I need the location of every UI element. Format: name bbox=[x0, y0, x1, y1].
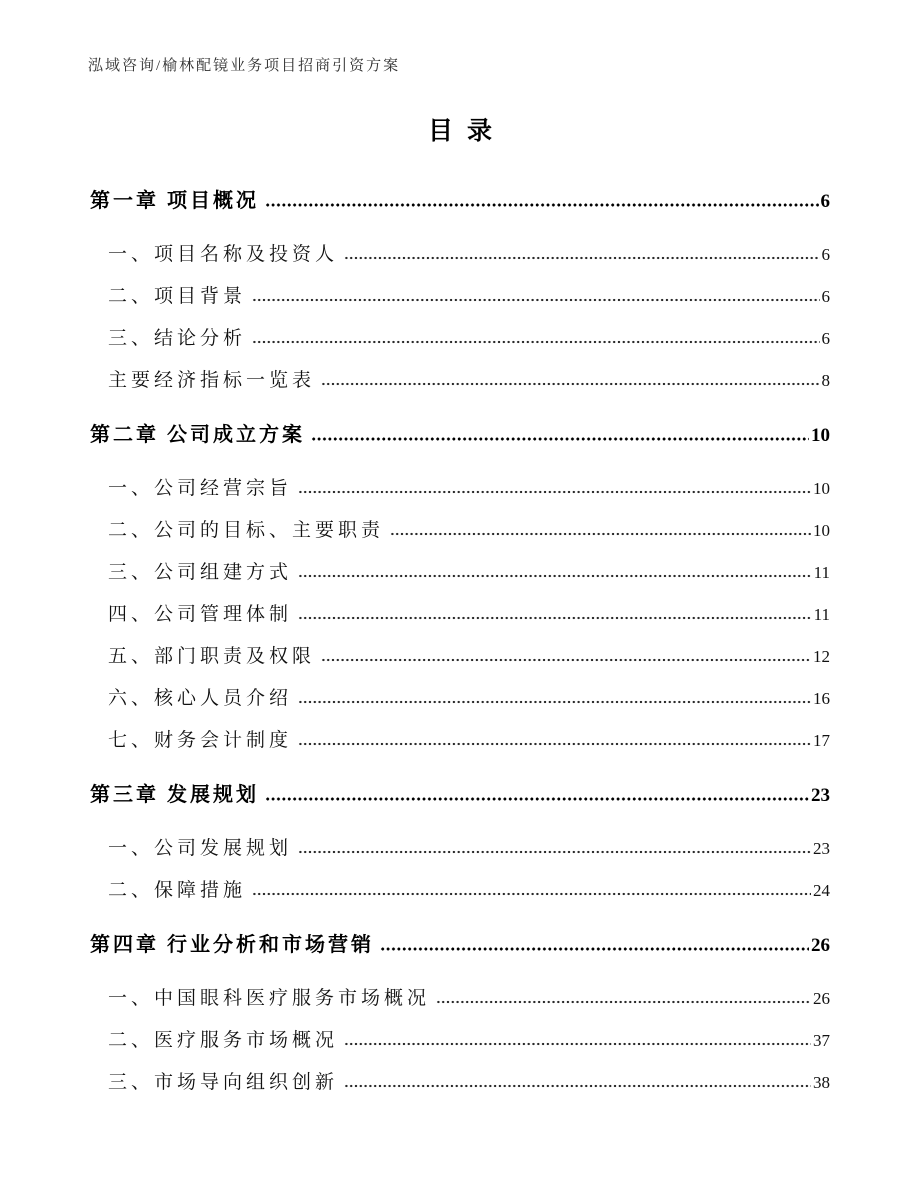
toc-item-row[interactable] bbox=[90, 978, 830, 1020]
toc-item-row[interactable] bbox=[90, 510, 830, 552]
dot-leader bbox=[321, 658, 811, 662]
toc-item-row-label: 二、公司的目标、主要职责 bbox=[108, 520, 385, 541]
toc-item-row-page-number: 6 bbox=[821, 245, 830, 264]
document-header: 泓域咨询/榆林配镜业务项目招商引资方案 bbox=[88, 58, 401, 74]
toc-item-row-page-number: 10 bbox=[813, 521, 830, 540]
dot-leader bbox=[380, 947, 809, 951]
toc-item-row[interactable] bbox=[90, 636, 830, 678]
dot-leader bbox=[344, 1042, 811, 1046]
toc-item-row-label: 二、项目背景 bbox=[108, 286, 247, 307]
toc-chapter-row[interactable] bbox=[90, 924, 830, 966]
toc-item-row[interactable] bbox=[90, 870, 830, 912]
toc-item-row[interactable] bbox=[90, 318, 830, 360]
toc-item-row-label: 六、核心人员介绍 bbox=[108, 688, 293, 709]
toc-item-row-label: 一、项目名称及投资人 bbox=[108, 244, 339, 265]
toc-item-row[interactable] bbox=[90, 720, 830, 762]
toc-chapter-row-label: 第四章 行业分析和市场营销 bbox=[90, 934, 374, 956]
toc-item-row[interactable] bbox=[90, 828, 830, 870]
dot-leader bbox=[311, 437, 809, 441]
dot-leader bbox=[265, 797, 809, 801]
dot-leader bbox=[265, 203, 819, 207]
toc-item-row-page-number: 24 bbox=[813, 881, 830, 900]
toc-item-row[interactable] bbox=[90, 1062, 830, 1104]
toc-item-row-label: 三、市场导向组织创新 bbox=[108, 1072, 339, 1093]
dot-leader bbox=[344, 1084, 811, 1088]
toc-chapter-row[interactable] bbox=[90, 774, 830, 816]
toc-chapter-row-label: 第二章 公司成立方案 bbox=[90, 424, 305, 446]
toc-item-row[interactable] bbox=[90, 234, 830, 276]
toc-chapter-row-label: 第三章 发展规划 bbox=[90, 784, 259, 806]
toc-chapter-row-page-number: 10 bbox=[811, 425, 830, 446]
toc-item-row[interactable] bbox=[90, 552, 830, 594]
dot-leader bbox=[298, 616, 812, 620]
toc-item-row-page-number: 8 bbox=[821, 371, 830, 390]
toc-item-row-label: 三、公司组建方式 bbox=[108, 562, 293, 583]
toc-item-row[interactable] bbox=[90, 594, 830, 636]
dot-leader bbox=[298, 700, 811, 704]
toc-item-row-page-number: 10 bbox=[813, 479, 830, 498]
toc-item-row-label: 主要经济指标一览表 bbox=[108, 370, 316, 391]
dot-leader bbox=[252, 340, 819, 344]
toc-item-row-page-number: 23 bbox=[813, 839, 830, 858]
toc-chapter-row-label: 第一章 项目概况 bbox=[90, 190, 259, 212]
dot-leader bbox=[298, 490, 811, 494]
toc-item-row-page-number: 16 bbox=[813, 689, 830, 708]
toc-item-row-label: 二、保障措施 bbox=[108, 880, 247, 901]
toc-chapter-row-page-number: 26 bbox=[811, 935, 830, 956]
toc-item-row-page-number: 11 bbox=[813, 563, 830, 582]
dot-leader bbox=[344, 256, 819, 260]
toc-item-row-page-number: 17 bbox=[813, 731, 830, 750]
toc-item-row[interactable] bbox=[90, 1020, 830, 1062]
dot-leader bbox=[390, 532, 811, 536]
toc-item-row[interactable] bbox=[90, 276, 830, 318]
dot-leader bbox=[298, 850, 811, 854]
toc-chapter-row[interactable] bbox=[90, 180, 830, 222]
toc-item-row-label: 七、财务会计制度 bbox=[108, 730, 293, 751]
toc-item-row-page-number: 26 bbox=[813, 989, 830, 1008]
dot-leader bbox=[252, 298, 819, 302]
toc-item-row[interactable] bbox=[90, 678, 830, 720]
toc-item-row-label: 一、公司发展规划 bbox=[108, 838, 293, 859]
toc-chapter-row[interactable] bbox=[90, 414, 830, 456]
toc-item-row-label: 二、医疗服务市场概况 bbox=[108, 1030, 339, 1051]
dot-leader bbox=[436, 1000, 811, 1004]
toc-chapter-row-page-number: 23 bbox=[811, 785, 830, 806]
toc-item-row-page-number: 37 bbox=[813, 1031, 830, 1050]
toc-item-row-label: 三、结论分析 bbox=[108, 328, 247, 349]
toc-chapter-row-page-number: 6 bbox=[820, 191, 830, 212]
toc-item-row-label: 四、公司管理体制 bbox=[108, 604, 293, 625]
toc-item-row-label: 一、公司经营宗旨 bbox=[108, 478, 293, 499]
dot-leader bbox=[252, 892, 811, 896]
toc-item-row-page-number: 12 bbox=[813, 647, 830, 666]
toc-item-row[interactable] bbox=[90, 468, 830, 510]
dot-leader bbox=[321, 382, 819, 386]
dot-leader bbox=[298, 574, 812, 578]
page-title: 目录 bbox=[427, 118, 506, 145]
toc bbox=[90, 180, 830, 1104]
toc-item-row-page-number: 38 bbox=[813, 1073, 830, 1092]
toc-item-row-label: 五、部门职责及权限 bbox=[108, 646, 316, 667]
toc-item-row-label: 一、中国眼科医疗服务市场概况 bbox=[108, 988, 431, 1009]
toc-item-row-page-number: 6 bbox=[821, 329, 830, 348]
toc-item-row-page-number: 11 bbox=[813, 605, 830, 624]
dot-leader bbox=[298, 742, 811, 746]
toc-item-row[interactable] bbox=[90, 360, 830, 402]
toc-item-row-page-number: 6 bbox=[821, 287, 830, 306]
